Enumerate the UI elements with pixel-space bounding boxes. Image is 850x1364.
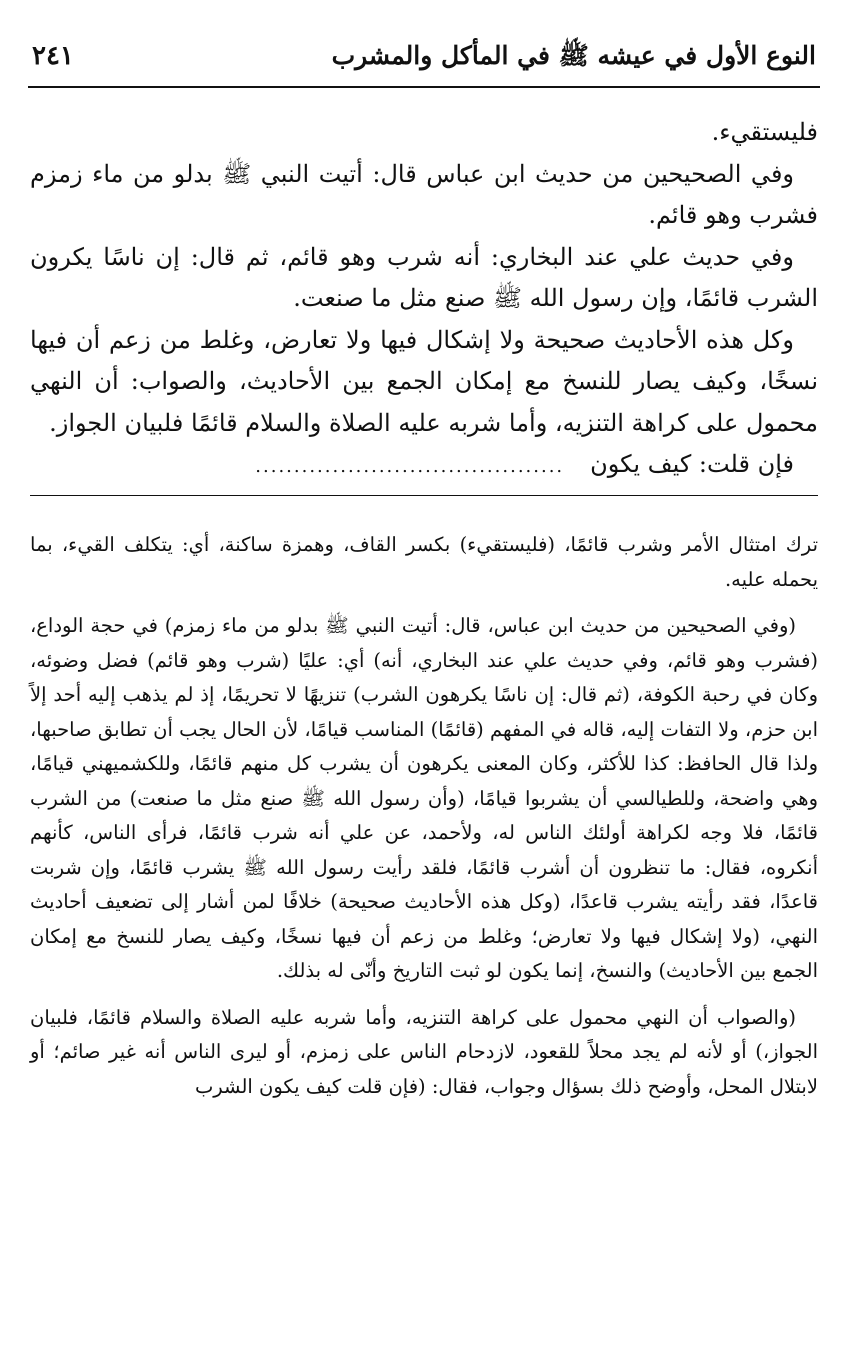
page-number: ٢٤١ — [32, 41, 74, 71]
main-text — [28, 88, 820, 496]
commentary-paragraph: (وفي الصحيحين من حديث ابن عباس، قال: أتيت النبي ﷺ بدلو من ماء زمزم) في حجة الوداع، (فشرب وهو قائم، وفي حديث علي عند البخاري، أنه) أي: عليًا (شرب وهو قائم) فضل وضوئه، وكان في رحبة الكوفة، (ثم قال: إن ناسًا يكرهون الشرب) تنزيهًا لا تحريمًا، إذ لم يذهب إليه أحد إلاً ابن حزم، ولا التفات إليه، قاله في المفهم (قائمًا) المناسب قيامًا، لأن الحال يجب أن تطابق صاحبها، ولذا قال الحافظ: كذا للأكثر، وكان المعنى يكرهون أن يشرب كل منهم قائمًا، وللكشميهني قيامًا، وهي واضحة، وللطيالسي أن يشربوا قيامًا، (وأن رسول الله ﷺ صنع مثل ما صنعت) من الشرب قائمًا، فلا وجه لكراهة أولئك الناس له، ولأحمد، عن علي أنه شرب قائمًا، فرأى الناس، كأنهم أنكروه، فقال: ما تنظرون أن أشرب قائمًا، فلقد رأيت رسول الله ﷺ يشرب قائمًا، وإن شربت قاعدًا، فقد رأيته يشرب قاعدًا، (وكل هذه الأحاديث صحيحة) خلافًا لمن أشار إلى تضعيف أحاديث النهي، (ولا إشكال فيها ولا تعارض؛ وغلط من زعم أن فيها نسخًا، وكيف يصار للنسخ مع إمكان الجمع بين الأحاديث) والنسخ، إنما يكون لو ثبت التاريخ وأنّى له بذلك. — [30, 614, 818, 982]
book-page — [28, 40, 820, 1340]
main-paragraph: فليستقيء. — [711, 118, 818, 146]
chapter-title: النوع الأول في عيشه ﷺ في المأكل والمشرب — [331, 41, 816, 70]
continuation-line — [30, 444, 818, 487]
main-paragraph: وفي حديث علي عند البخاري: أنه شرب وهو قائم، ثم قال: إن ناسًا يكرون الشرب قائمًا، وإن رسول الله ﷺ صنع مثل ما صنعت. — [30, 242, 818, 312]
commentary-text — [28, 496, 820, 1104]
main-paragraph: وفي الصحيحين من حديث ابن عباس قال: أتيت النبي ﷺ بدلو من ماء زمزم فشرب وهو قائم. — [30, 159, 818, 229]
page-header — [28, 40, 820, 88]
commentary-paragraph: ترك امتثال الأمر وشرب قائمًا، (فليستقيء) بكسر القاف، وهمزة ساكنة، أي: يتكلف القيء، بما يحمله عليه. — [30, 533, 818, 591]
continuation-text: فإن قلت: كيف يكون — [590, 450, 794, 478]
commentary-paragraph: (والصواب أن النهي محمول على كراهة التنزيه، وأما شربه عليه الصلاة والسلام قائمًا، فلبيان الجواز،) أو لأنه لم يجد محلاً للقعود، لازدحام الناس على زمزم، أو ليرى الناس أنه غير صائم؛ أو لابتلال المحل، وأوضح ذلك بسؤال وجواب، فقال: (فإن قلت كيف يكون الشرب — [30, 1005, 818, 1098]
continuation-dots: ........................................ — [255, 456, 565, 477]
main-paragraph: وكل هذه الأحاديث صحيحة ولا إشكال فيها ولا تعارض، وغلط من زعم أن فيها نسخًا، وكيف يصار للنسخ مع إمكان الجمع بين الأحاديث، والصواب: أن النهي محمول على كراهة التنزيه، وأما شربه عليه الصلاة والسلام قائمًا فلبيان الجواز. — [30, 325, 818, 437]
